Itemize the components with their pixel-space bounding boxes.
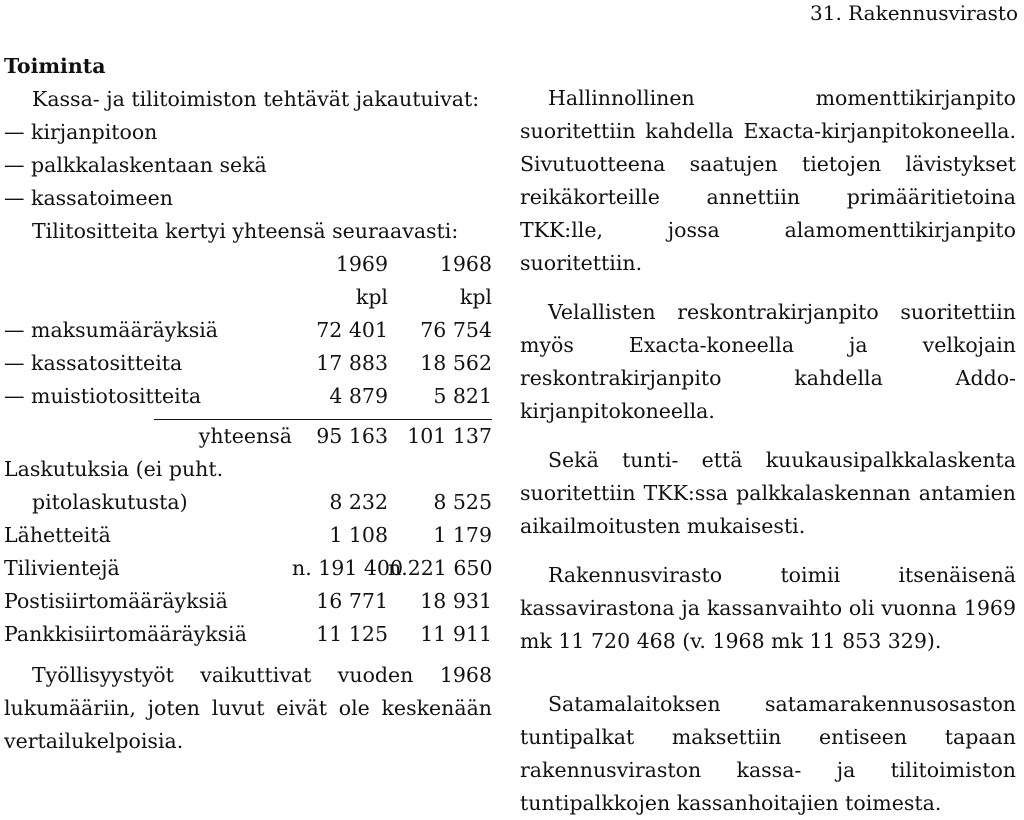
right-column [520, 82, 1016, 820]
duty-item: — kirjanpitoon [4, 120, 158, 144]
year-1968: 1968 [439, 252, 492, 276]
body-paragraph: Velallisten reskontrakirjanpito suoritettiin myös Exacta-koneella ja velkojain reskontrakirjanpito kahdella Addo-kirjanpitokoneella. [520, 300, 1016, 423]
left-column [4, 50, 492, 758]
table-row: Pankkisiirtomääräyksiä 11 125 11 911 [4, 622, 492, 646]
total-row: yhteensä 95 163 101 137 [154, 419, 492, 453]
body-paragraph: Rakennusvirasto toimii itsenäisenä kassavirastona ja kassanvaihto oli vuonna 1969 mk 11 720 468 (v. 1968 mk 11 853 329). [520, 563, 1016, 653]
section-heading: Toiminta [4, 54, 106, 78]
table-row: — maksumääräyksiä 72 401 76 754 [4, 318, 492, 342]
intro-text: Kassa- ja tilitoimiston tehtävät jakautuivat: [32, 87, 480, 111]
other-label: Laskutuksia (ei puht. [4, 457, 224, 481]
table-row: Postisiirtomääräyksiä 16 771 18 931 [4, 589, 492, 613]
duty-item: — palkkalaskentaan sekä [4, 153, 267, 177]
table-row: — muistiotositteita 4 879 5 821 [4, 384, 492, 408]
table-row: pitolaskutusta) 8 232 8 525 [32, 490, 492, 514]
table-lead: Tilitositteita kertyi yhteensä seuraavasti: [32, 219, 459, 243]
table-header-years [4, 248, 492, 281]
duty-item: — kassatoimeen [4, 186, 173, 210]
note-paragraph: Työllisyystyöt vaikuttivat vuoden 1968 lukumääriin, joten luvut eivät ole keskenään vertailukelpoisia. [4, 663, 492, 753]
table-row: Lähetteitä 1 108 1 179 [4, 523, 492, 547]
unit-1968: kpl [459, 285, 492, 309]
body-paragraph: Sekä tunti- että kuukausipalkkalaskenta suoritettiin TKK:ssa palkkalaskennan antamien aikailmoitusten mukaisesti. [520, 448, 1016, 538]
table-row: Tilivientejä n. 191 400 n.221 650 [4, 556, 493, 580]
year-1969: 1969 [335, 252, 388, 276]
body-paragraph: Hallinnollinen momenttikirjanpito suoritettiin kahdella Exacta-kirjanpitokoneella. Sivutuotteena saatujen tietojen lävistykset reikäkorteille annettiin primääritietoina TKK:lle, jossa alamomenttikirjanpito suoritettiin. [520, 86, 1016, 275]
table-header-units [4, 281, 492, 314]
page-header: 31. Rakennusvirasto [810, 1, 1018, 25]
table-row: — kassatositteita 17 883 18 562 [4, 351, 492, 375]
body-paragraph: Satamalaitoksen satamarakennusosaston tuntipalkat maksettiin entiseen tapaan rakennusviraston kassa- ja tilitoimiston tuntipalkkojen kassanhoitajien toimesta. [520, 692, 1016, 815]
unit-1969: kpl [355, 285, 388, 309]
